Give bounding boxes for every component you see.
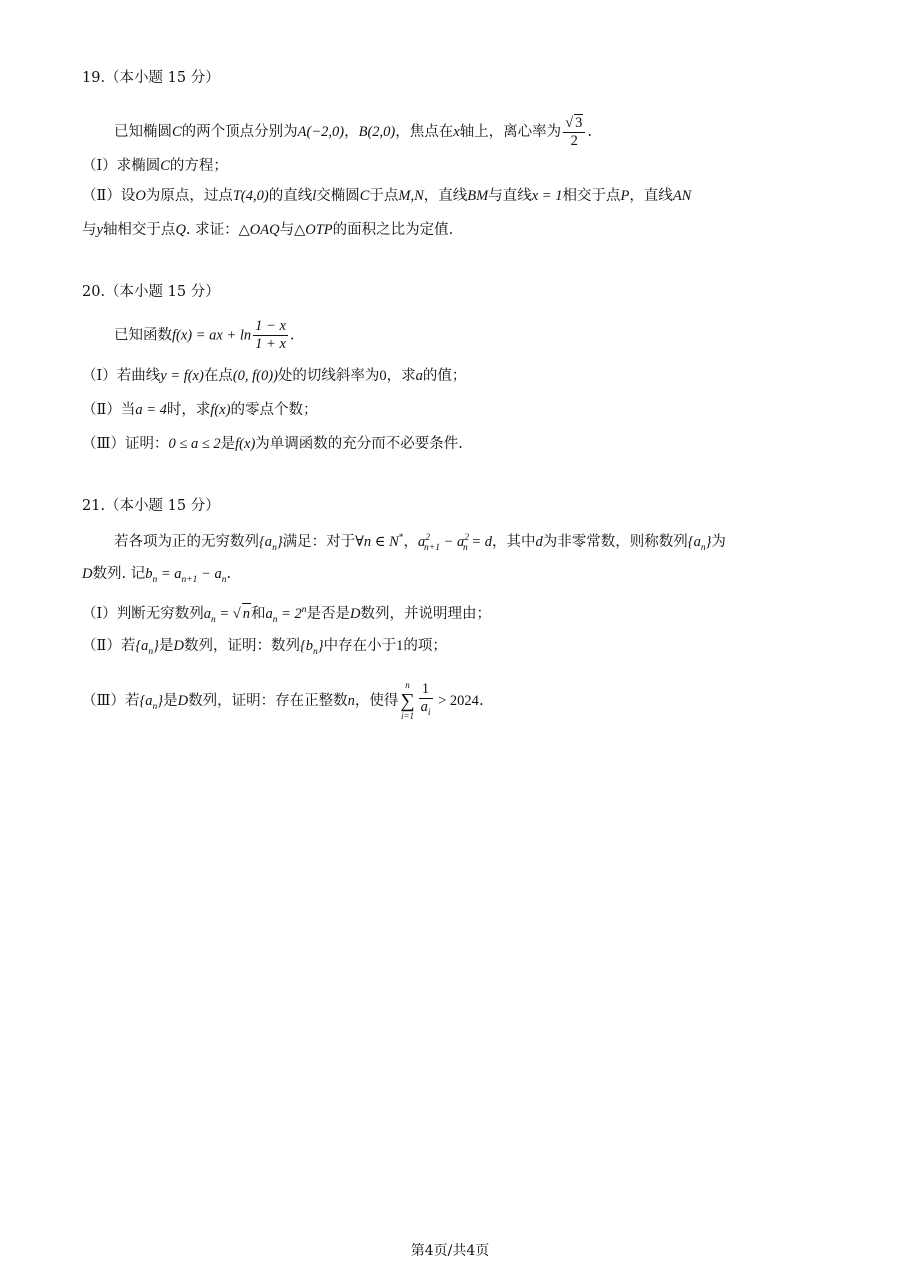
q20-part2: （Ⅱ）当a = 4时，求f(x)的零点个数； — [82, 402, 318, 418]
log-fraction: $\frac{1 - x}{1 + x}$ — [255, 318, 286, 352]
recurrence: $a^2_{n+1} - a^2_n = d$ — [418, 533, 493, 553]
q19-part2-line2: 与y轴相交于点Q. 求证：△OAQ与△OTP的面积之比为定值. — [82, 222, 454, 238]
q19-part2-line1: （Ⅱ）设O为原点，过点T(4,0)的直线l交椭圆C于点M,N，直线BM与直线x = 1相交于点P，直线AN — [82, 188, 692, 204]
q20-stem: 已知函数f(x) = ax + ln $\frac{1 - x}{1 + x}$ . — [114, 318, 295, 352]
q19-part1: （Ⅰ）求椭圆C的方程； — [82, 158, 228, 174]
q21-header: 21.（本小题 15 分） — [82, 498, 220, 514]
q19-stem: 已知椭圆C的两个顶点分别为A(−2,0)，B(2,0)，焦点在x轴上，离心率为 $\frac{√ 3}{2}$ . — [114, 115, 593, 149]
eccentricity-fraction: $\frac{√ 3}{2}$ — [563, 114, 585, 150]
q21-stem-line1: 若各项为正的无穷数列$\{a_n\}$满足：对于∀n ∈ N*，$a^2_{n+1} - a^2_n = d$，其中d为非零常数，则称数列$\{a_n\}$为 — [114, 533, 726, 553]
q21-stem-line2: D数列. 记$b_n = a_{n+1} - a_n$. — [82, 566, 232, 585]
reciprocal-fraction: $\frac{1}{a_i}$ — [420, 680, 431, 718]
q19-header: 19.（本小题 15 分） — [82, 70, 220, 86]
q20-part3: （Ⅲ）证明：0 ≤ a ≤ 2是f(x)为单调函数的充分而不必要条件. — [82, 436, 463, 452]
q20-part1: （Ⅰ）若曲线y = f(x)在点(0, f(0))处的切线斜率为0，求a的值； — [82, 368, 467, 384]
q20-header: 20.（本小题 15 分） — [82, 284, 220, 300]
page-footer: 第4页/共4页 — [410, 1243, 490, 1259]
summation: n ∑ i=1 — [400, 680, 415, 721]
q21-part2: （Ⅱ）若$\{a_n\}$是D数列，证明：数列$\{b_n\}$中存在小于1的项； — [82, 638, 447, 657]
q21-part3: （Ⅲ）若$\{a_n\}$是D数列，证明：存在正整数n，使得 n ∑ i=1 $\frac{1}{a_i}$ > 2024. — [82, 680, 484, 721]
q21-part1: （Ⅰ）判断无穷数列$a_n$ = √ n和$a_n = 2^n$是否是D数列，并说明理由； — [82, 600, 491, 630]
